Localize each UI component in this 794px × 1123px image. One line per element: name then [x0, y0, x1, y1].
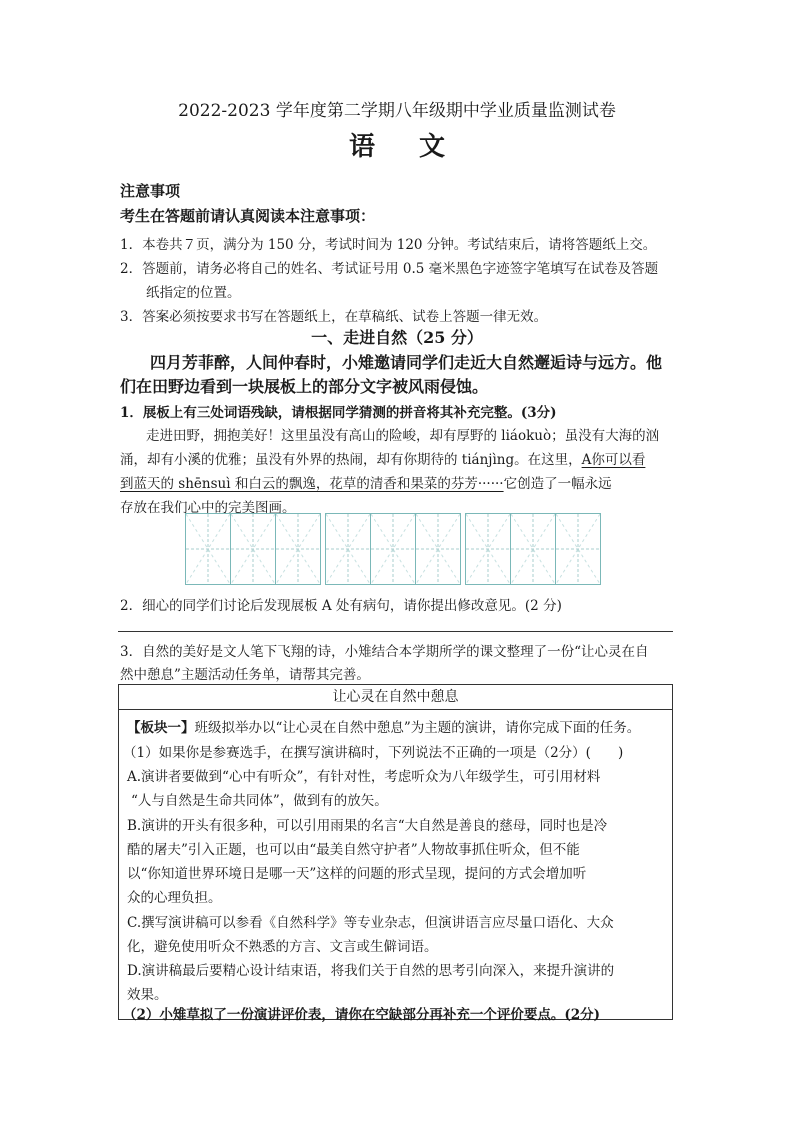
- sub-question-2: （2）小雉草拟了一份演讲评价表，请你在空缺部分再补充一个评价要点。(2分): [123, 1007, 601, 1023]
- exam-title: 2022-2023 学年度第二学期八年级期中学业质量监测试卷: [178, 101, 616, 121]
- question-1-text-line2: [120, 448, 645, 468]
- question-3-line2: 然中憩息”主题活动任务单，请帮其完善。: [120, 667, 370, 683]
- option-b-line2: 酷的屠夫”引入正题，也可以由“最美自然守护者”人物故事抓住听众，但不能: [127, 842, 580, 858]
- sentence-a-rest: 到蓝天的 shēnsuì 和白云的飘逸，花草的清香和果菜的芬芳······: [120, 476, 504, 492]
- notice-item-3: 3．答案必须按要求书写在答题纸上，在草稿纸、试卷上答题一律无效。: [120, 309, 548, 325]
- question-1-text-line3: [120, 472, 612, 492]
- section-heading: 一、走进自然（25 分）: [311, 328, 483, 347]
- option-b-line1: B.演讲的开头有很多种，可以引用雨果的名言“大自然是善良的慈母，同时也是冷: [127, 818, 608, 834]
- notice-heading: 注意事项: [120, 182, 181, 200]
- grid-cell[interactable]: [231, 514, 276, 584]
- option-b-line3: 以“你知道世界环境日是哪一天”这样的问题的形式呈现，提问的方式会增加听: [127, 866, 587, 882]
- block1-intro: [127, 716, 640, 736]
- block1-label: 【板块一】: [127, 720, 195, 736]
- answer-line[interactable]: [118, 631, 673, 632]
- notice-item-1: 1．本卷共７页，满分为 150 分，考试时间为 120 分钟。考试结束后，请将答题纸上交。: [120, 237, 657, 253]
- block1-text: 班级拟举办以“让心灵在自然中憩息”为主题的演讲，请你完成下面的任务。: [194, 720, 641, 736]
- grid-cell[interactable]: [511, 514, 556, 584]
- notice-item-2-cont: 纸指定的位置。: [146, 285, 241, 301]
- grid-cell[interactable]: [326, 514, 371, 584]
- grid-cell[interactable]: [276, 514, 320, 584]
- option-c-line2: 化，避免使用听众不熟悉的方言、文言或生僻词语。: [127, 939, 438, 955]
- section-intro-line1: 四月芳菲醉，人间仲春时，小雉邀请同学们走近大自然邂逅诗与远方。他: [150, 353, 663, 372]
- option-c-line1: C.撰写演讲稿可以参看《自然科学》等专业杂志，但演讲语言应尽量口语化、大众: [127, 915, 614, 931]
- question-1-text-line3-plain: 它创造了一幅永远: [503, 476, 612, 492]
- question-3-line1: 3．自然的美好是文人笔下飞翔的诗，小雉结合本学期所学的课文整理了一份“让心灵在自: [120, 644, 649, 660]
- task-table: [118, 684, 673, 1023]
- section-intro-line2: 们在田野边看到一块展板上的部分文字被风雨侵蚀。: [120, 377, 489, 396]
- question-1-text-line1: 走进田野，拥抱美好！这里虽没有高山的险峻，却有厚野的 liáokuò；虽没有大海的汹: [146, 428, 660, 444]
- grid-group-1[interactable]: [185, 513, 321, 585]
- grid-cell[interactable]: [466, 514, 511, 584]
- question-1-text-line4: 存放在我们心中的完美图画。: [120, 500, 296, 516]
- task-table-header: 让心灵在自然中憩息: [119, 685, 672, 710]
- grid-cell[interactable]: [416, 514, 460, 584]
- grid-cell[interactable]: [371, 514, 416, 584]
- grid-cell[interactable]: [186, 514, 231, 584]
- option-d-line2: 效果。: [127, 987, 168, 1003]
- grid-group-3[interactable]: [465, 513, 601, 585]
- option-d-line1: D.演讲稿最后要精心设计结束语，将我们关于自然的思考引向深入，来提升演讲的: [127, 963, 615, 979]
- notice-intro: 考生在答题前请认真阅读本注意事项：: [120, 207, 376, 225]
- answer-writing-grid[interactable]: [185, 513, 605, 585]
- question-2: 2．细心的同学们讨论后发现展板 A 处有病句，请你提出修改意见。(2 分): [120, 598, 562, 614]
- option-b-line4: 众的心理负担。: [127, 890, 222, 906]
- notice-item-2: 2．答题前，请务必将自己的姓名、考试证号用 0.5 毫米黑色字迹签字笔填写在试卷及答题: [120, 261, 659, 277]
- option-a-line2: “人与自然是生命共同体”，做到有的放矢。: [131, 793, 388, 809]
- grid-cell[interactable]: [556, 514, 600, 584]
- grid-group-2[interactable]: [325, 513, 461, 585]
- sentence-a-start: A你可以看: [581, 452, 646, 468]
- question-1-title: 1．展板上有三处词语残缺，请根据同学猜测的拼音将其补充完整。(3分): [120, 405, 557, 421]
- option-a-line1: A.演讲者要做到“心中有听众”，有针对性，考虑听众为八年级学生，可引用材料: [127, 769, 601, 785]
- question-1-text-line2-plain: 涌，却有小溪的优雅；虽没有外界的热闹，却有你期待的 tiánjìng。在这里，: [120, 452, 582, 468]
- sub-question-1: （1）如果你是参赛选手，在撰写演讲稿时，下列说法不正确的一项是（2分）( ): [123, 745, 624, 761]
- subject-title: 语文: [348, 132, 489, 162]
